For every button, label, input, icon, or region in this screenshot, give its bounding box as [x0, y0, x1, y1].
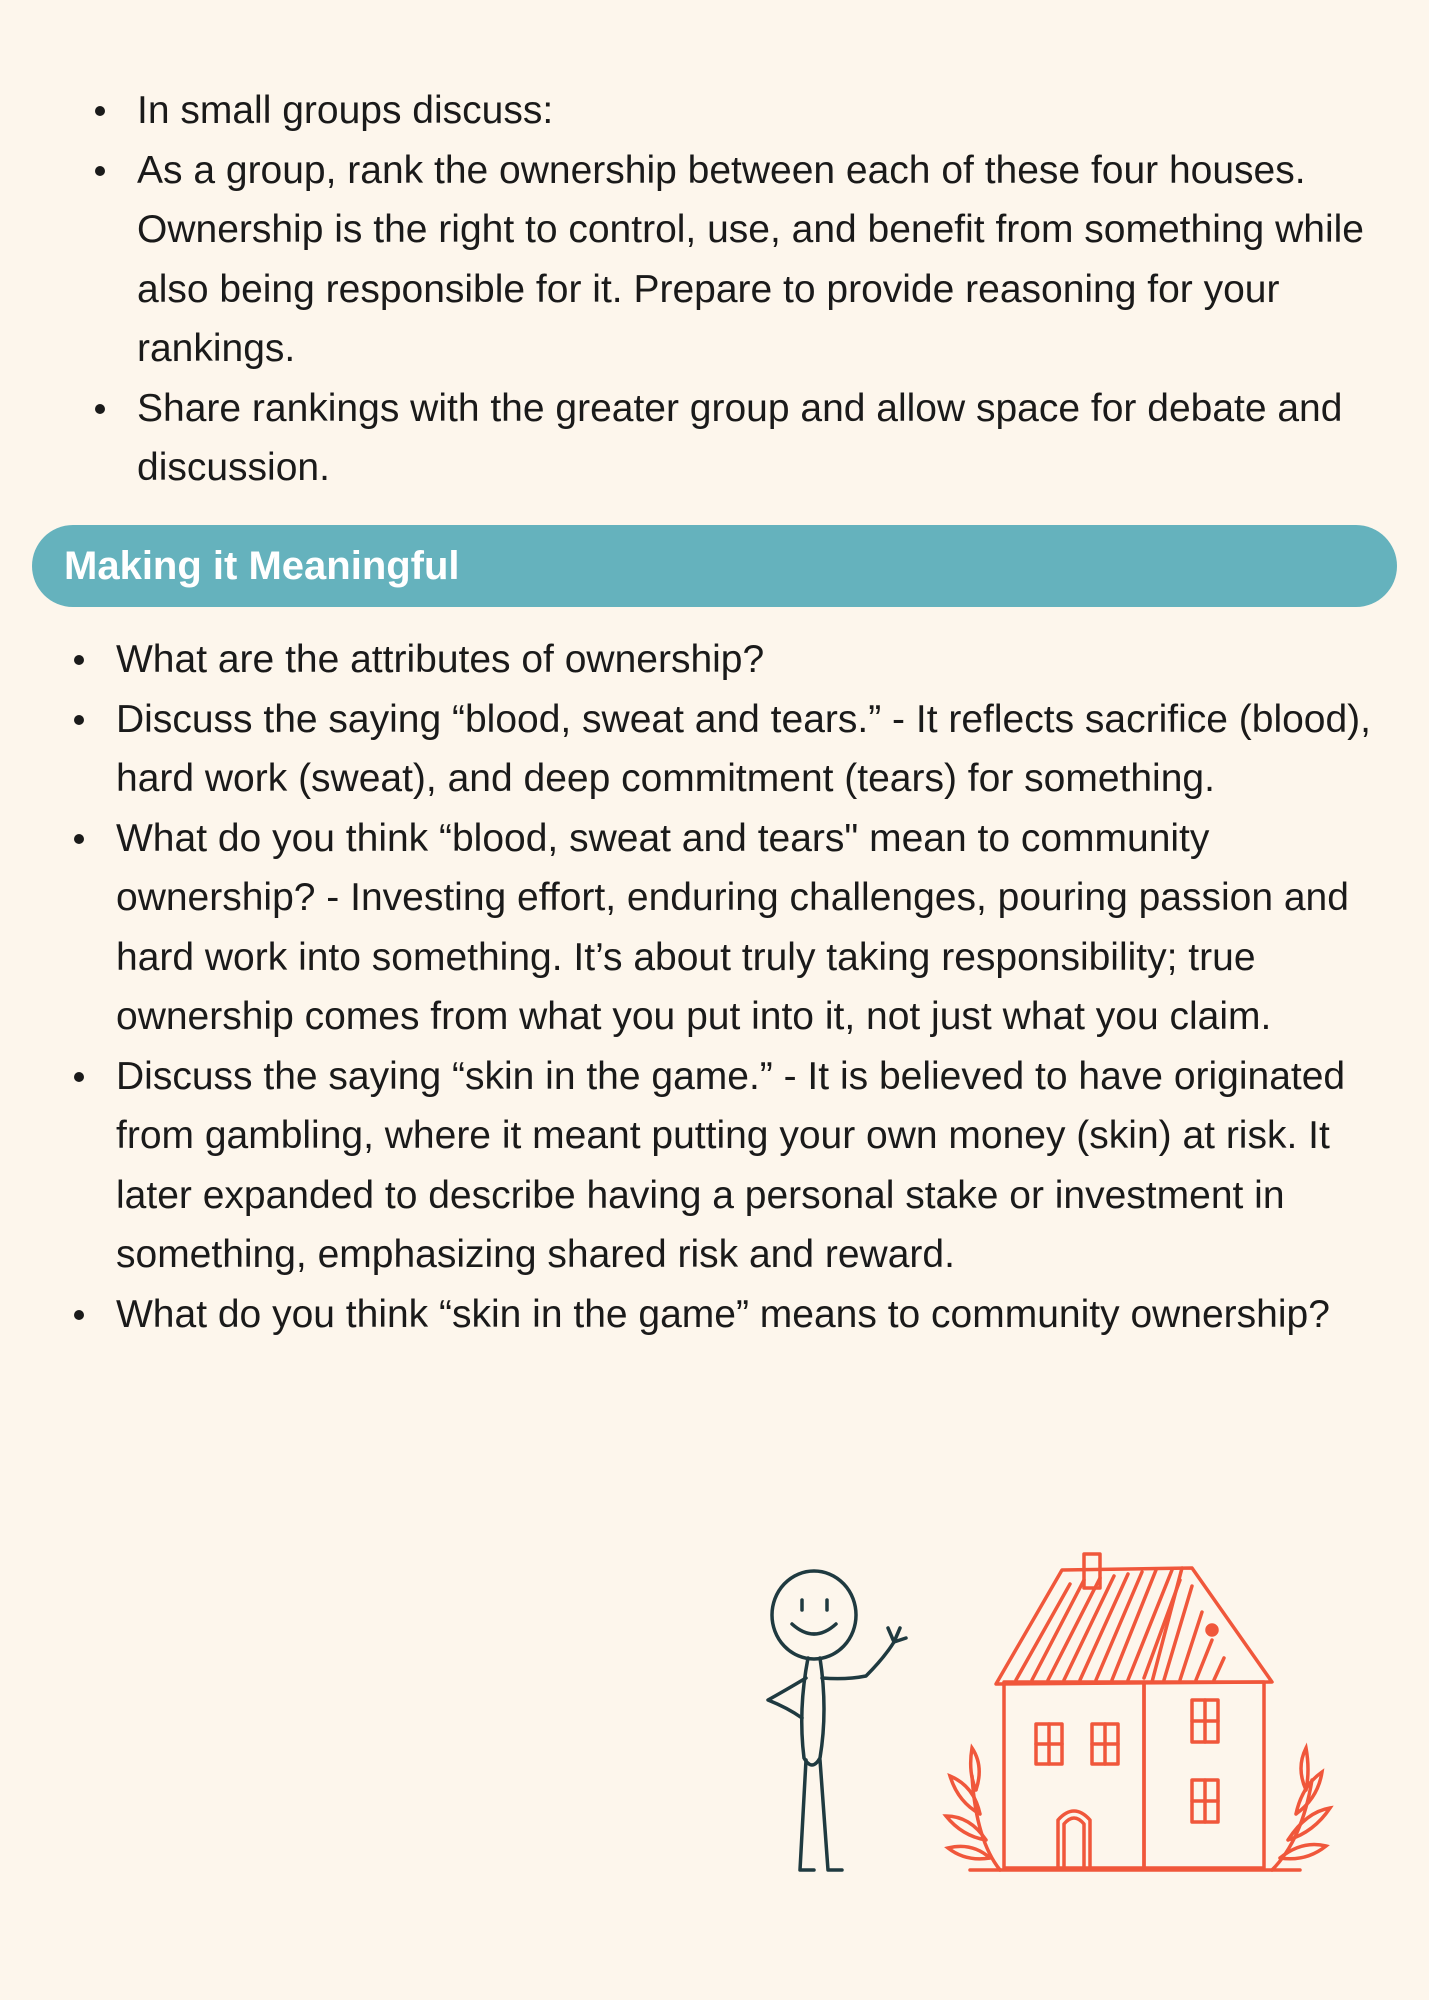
list-item: What are the attributes of ownership?: [116, 630, 1396, 690]
list-item: Discuss the saying “skin in the game.” - It is believed to have originated from gambling, where it meant putting your own money (skin) at risk. It later expanded to describe having a personal stake or investment in something, emphasizing shared risk and reward.: [116, 1047, 1396, 1285]
stick-figure-waving-icon: [768, 1571, 906, 1870]
meaning-questions-list: [116, 630, 1396, 1344]
list-item: In small groups discuss:: [137, 81, 1387, 141]
illustration-svg: [740, 1540, 1380, 1880]
leaves-left-icon: [946, 1748, 1000, 1870]
list-item: What do you think “blood, sweat and tears" mean to community ownership? - Investing effort, enduring challenges, pouring passion and hard work into something. It’s about truly taking responsibility; true ownership comes from what you put into it, not just what you claim.: [116, 809, 1396, 1047]
discussion-steps-list: [137, 81, 1387, 498]
section-header: [32, 525, 1397, 607]
section-title: Making it Meaningful: [64, 543, 460, 588]
leaves-right-icon: [1272, 1748, 1330, 1870]
list-item: Share rankings with the greater group and allow space for debate and discussion.: [137, 379, 1387, 498]
illustration: [740, 1540, 1380, 1885]
list-item: Discuss the saying “blood, sweat and tears.” - It reflects sacrifice (blood), hard work (sweat), and deep commitment (tears) for something.: [116, 690, 1396, 809]
list-item: As a group, rank the ownership between each of these four houses. Ownership is the right to control, use, and benefit from something while also being responsible for it. Prepare to provide reasoning for your rankings.: [137, 141, 1387, 379]
house-icon: [970, 1554, 1300, 1870]
list-item: What do you think “skin in the game” means to community ownership?: [116, 1285, 1396, 1345]
